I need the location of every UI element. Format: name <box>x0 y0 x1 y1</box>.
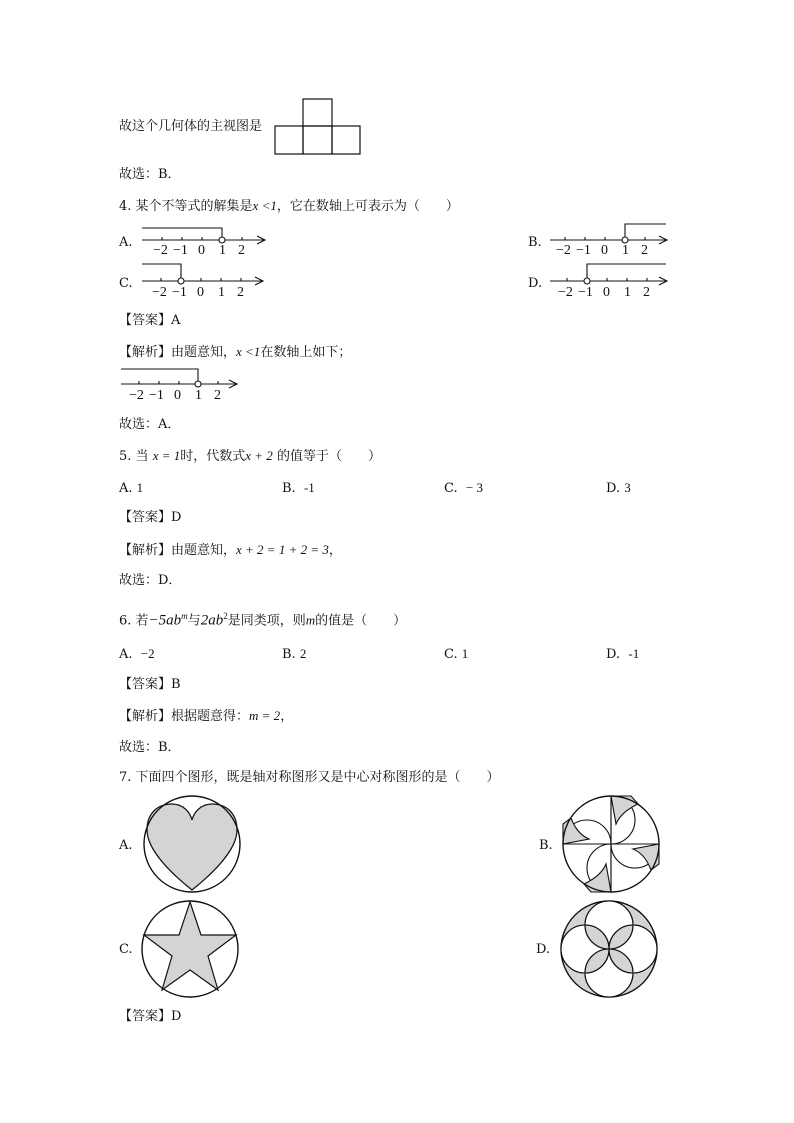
q4-option-b-numberline <box>548 220 678 260</box>
q6-option-c: C. 1 <box>444 646 469 662</box>
q7-option-c-label: C. <box>119 942 133 957</box>
tick-label: −1 <box>576 243 591 258</box>
q5-conclusion: 故选：D． <box>119 573 182 588</box>
tick-label: 1 <box>622 243 629 258</box>
tick-label: 0 <box>197 285 204 300</box>
q7-option-c-figure <box>139 898 241 1000</box>
q7-option-d-label: D. <box>536 942 551 957</box>
tick-label: 0 <box>603 285 610 300</box>
q6-stem: 6. 若$-5ab^m$与$2ab^2$是同类项，则m的值是（ ） <box>119 611 407 629</box>
q4-stem: 4. 某个不等式的解集是x <1，它在数轴上可表示为（ ） <box>119 198 459 214</box>
tick-label: 2 <box>238 243 245 258</box>
tick-label: 2 <box>641 243 648 258</box>
q4-analysis: 【解析】由题意知，x <1在数轴上如下； <box>119 344 352 360</box>
tick-label: −1 <box>173 243 188 258</box>
q7-option-b-label: B. <box>539 838 553 853</box>
front-view-text: 故这个几何体的主视图是 <box>119 119 263 134</box>
q6-conclusion: 故选：B． <box>119 740 181 755</box>
tick-label: −1 <box>172 285 187 300</box>
q5-answer: 【答案】D <box>119 510 182 525</box>
q7-option-a-figure <box>139 794 245 896</box>
tick-label: 1 <box>218 285 225 300</box>
tick-label: 0 <box>198 243 205 258</box>
q4-option-d-label: D. <box>528 276 543 291</box>
q7-option-d-figure <box>557 898 661 1000</box>
heart-shape <box>147 804 237 890</box>
q7-option-a-label: A. <box>119 838 133 853</box>
q6-option-a: A. −2 <box>119 646 155 662</box>
q5-stem: 5. 当 x = 1时，代数式x + 2 的值等于（ ） <box>119 448 381 464</box>
q7-option-b-figure <box>559 794 663 894</box>
q5-option-c: C. − 3 <box>444 480 483 496</box>
q4-option-c-numberline <box>140 261 270 301</box>
front-view-conclusion: 故选：B． <box>119 167 181 182</box>
tick-label: 2 <box>214 388 221 403</box>
q6-analysis: 【解析】根据题意得：m = 2， <box>119 708 294 724</box>
q4-option-d-numberline <box>548 261 678 301</box>
tick-label: 1 <box>195 388 202 403</box>
tick-label: 2 <box>643 285 650 300</box>
q7-stem: 7. 下面四个图形，既是轴对称图形又是中心对称图形的是（ ） <box>119 770 500 785</box>
q4-conclusion: 故选：A． <box>119 417 181 432</box>
tick-label: −2 <box>152 285 167 300</box>
q4-answer: 【答案】A <box>119 313 181 328</box>
tick-label: −2 <box>129 388 144 403</box>
front-view-figure <box>273 98 363 156</box>
tick-label: 0 <box>601 243 608 258</box>
q7-answer: 【答案】D <box>119 1009 182 1024</box>
q5-option-a: A. 1 <box>119 480 144 496</box>
q4-option-b-label: B. <box>528 235 542 250</box>
tick-label: 0 <box>174 388 181 403</box>
tick-label: −1 <box>578 285 593 300</box>
tick-label: 1 <box>624 285 631 300</box>
tick-label: 2 <box>237 285 244 300</box>
tick-label: −2 <box>556 243 571 258</box>
tick-label: 1 <box>219 243 226 258</box>
q6-option-b: B. 2 <box>282 646 307 662</box>
star-shape <box>144 902 236 990</box>
q4-option-c-label: C. <box>119 276 133 291</box>
tick-label: −2 <box>153 243 168 258</box>
q5-option-d: D. 3 <box>606 480 631 496</box>
q4-option-a-label: A. <box>119 235 133 250</box>
q4-option-a-numberline <box>140 220 270 260</box>
q4-analysis-numberline <box>119 364 244 404</box>
q6-option-d: D. -1 <box>606 646 640 662</box>
tick-label: −2 <box>558 285 573 300</box>
q5-option-b: B. -1 <box>282 480 315 496</box>
tick-label: −1 <box>149 388 164 403</box>
q6-answer: 【答案】B <box>119 677 181 692</box>
q5-analysis: 【解析】由题意知，x + 2 = 1 + 2 = 3， <box>119 542 342 558</box>
